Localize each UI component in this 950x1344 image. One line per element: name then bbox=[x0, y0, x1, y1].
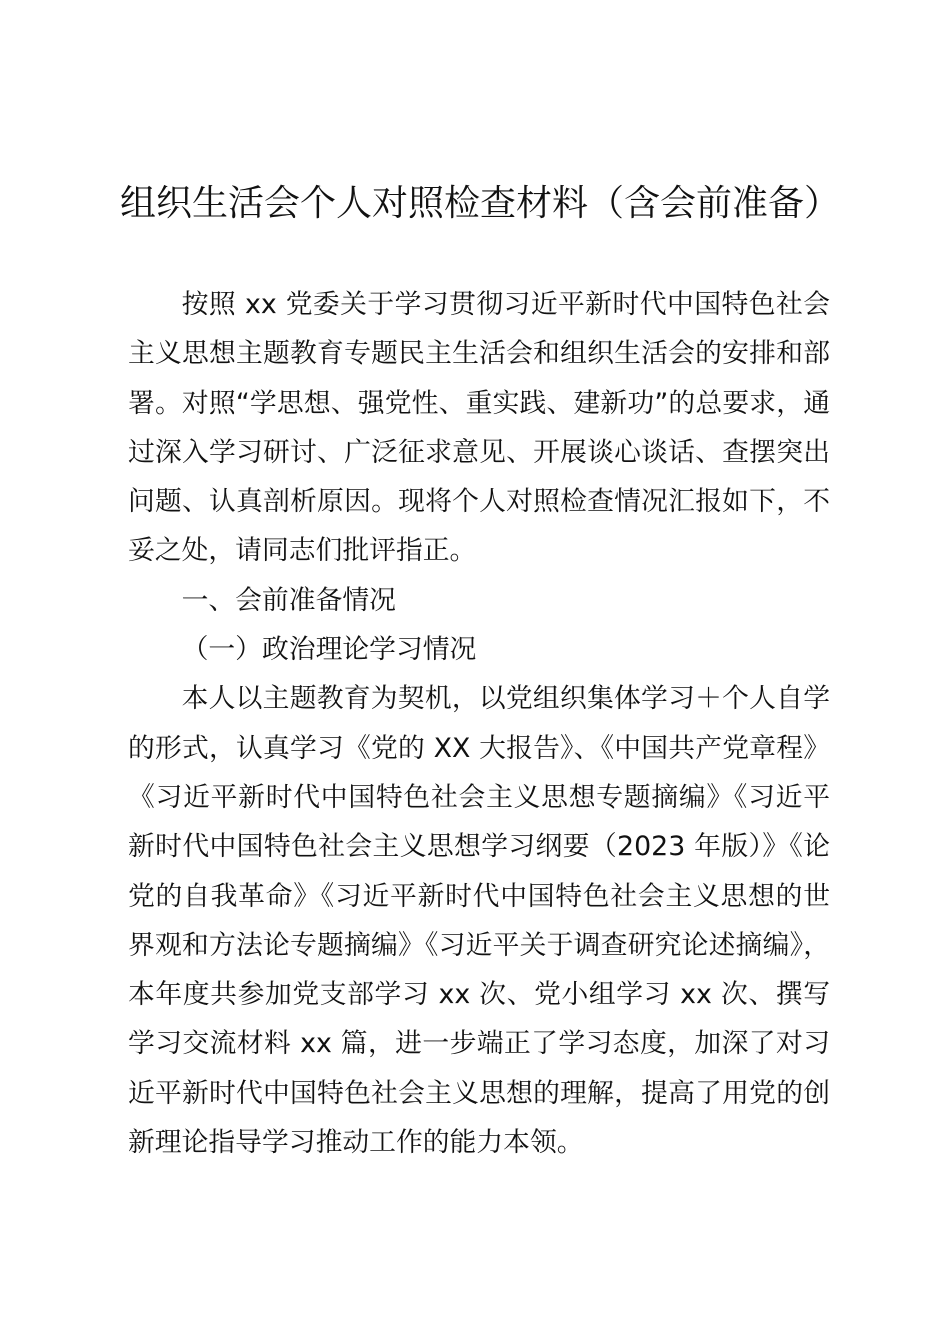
subsection-heading: （一）政治理论学习情况 bbox=[181, 634, 477, 666]
intro-paragraph: 按照 xx 党委关于学习贯彻习近平新时代中国特色社会主义思想主题教育专题民主生活会和组织生活会的安排和部署。对照“学思想、强党性、重实践、建新功”的总要求，通过深入学习研讨、广泛征求意见、开展谈心谈话、查摆突出问题、认真剖析原因。现将个人对照检查情况汇报如下，不妥之处，请同志们批评指正。 bbox=[128, 289, 830, 567]
document-title: 组织生活会个人对照检查材料（含会前准备） bbox=[119, 183, 840, 224]
document-body bbox=[128, 280, 830, 1167]
section-heading: 一、会前准备情况 bbox=[181, 584, 396, 616]
study-paragraph: 本人以主题教育为契机，以党组织集体学习＋个人自学的形式，认真学习《党的 XX 大报告》、《中国共产党章程》《习近平新时代中国特色社会主义思想专题摘编》《习近平新时代中国特色社会主义思想学习纲要（2023 年版）》《论党的自我革命》《习近平新时代中国特色社会主义思想的世界观和方法论专题摘编》《习近平关于调查研究论述摘编》，本年度共参加党支部学习 xx 次、党小组学习 xx 次、撰写学习交流材料 xx 篇，进一步端正了学习态度，加深了对习近平新时代中国特色社会主义思想的理解，提高了用党的创新理论指导学习推动工作的能力本领。 bbox=[128, 683, 830, 1159]
